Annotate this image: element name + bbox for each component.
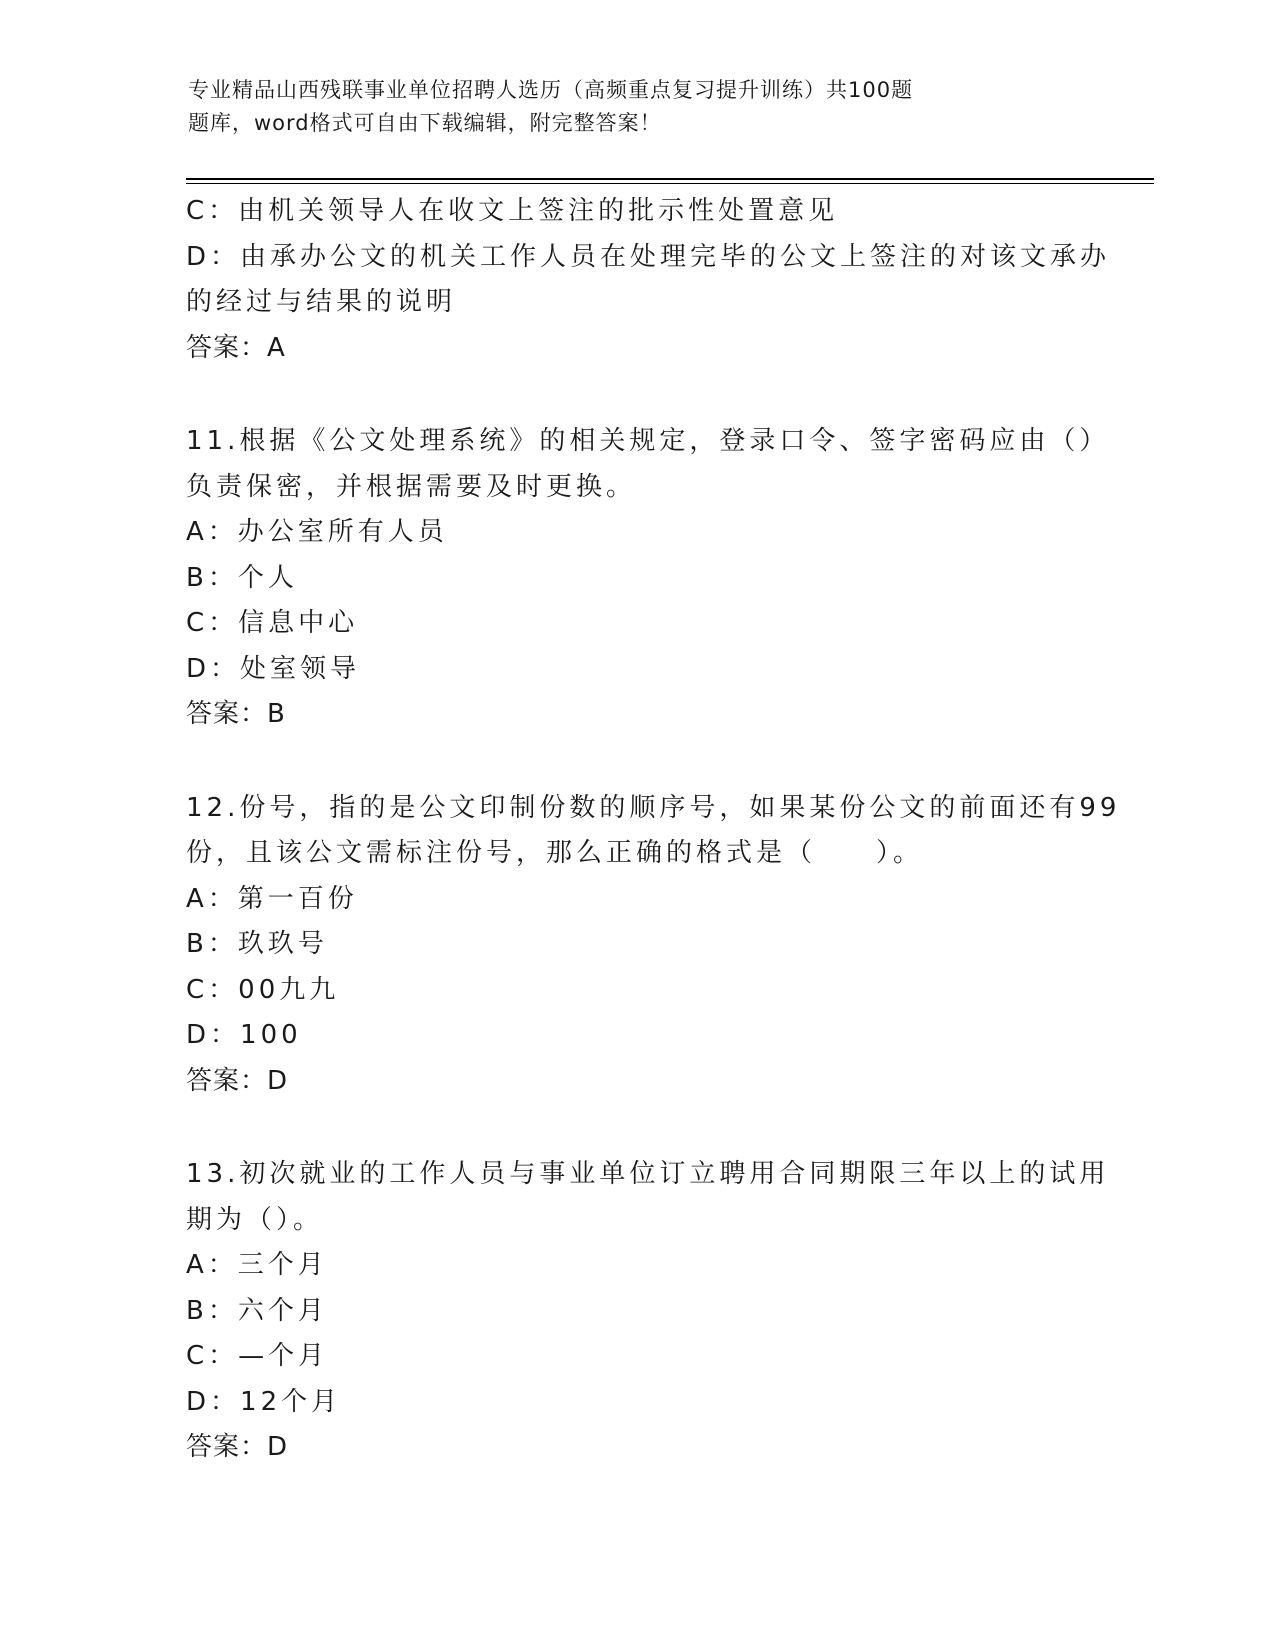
option-d-continued: 的经过与结果的说明 — [186, 287, 457, 317]
header-divider-thin — [186, 183, 1154, 184]
previous-question-tail — [186, 189, 1111, 371]
option-c: C：—个月 — [186, 1341, 329, 1371]
option-b: B：个人 — [186, 562, 298, 593]
question-stem: 12.份号，指的是公文印制份数的顺序号，如果某份公文的前面还有99 — [186, 792, 1121, 823]
question-stem-continued: 份，且该公文需标注份号，那么正确的格式是（ ）。 — [186, 838, 924, 868]
question-12 — [186, 786, 1121, 1105]
option-a: A：第一百份 — [186, 883, 358, 914]
answer-line: 答案：D — [186, 1432, 289, 1462]
option-a: A：办公室所有人员 — [186, 517, 448, 547]
option-a: A：三个月 — [186, 1250, 328, 1280]
option-d: D：由承办公文的机关工作人员在处理完毕的公文上签注的对该文承办 — [186, 241, 1111, 272]
answer-line: 答案：B — [186, 699, 286, 729]
option-d: D：处室领导 — [186, 653, 361, 684]
option-d: D：12个月 — [186, 1386, 342, 1417]
option-c: C：00九九 — [186, 974, 340, 1005]
option-b: B：六个月 — [186, 1295, 328, 1326]
question-content — [186, 189, 1121, 1471]
question-stem: 11.根据《公文处理系统》的相关规定，登录口令、签字密码应由（） — [186, 426, 1110, 456]
option-c: C：信息中心 — [186, 608, 359, 638]
question-stem-continued: 负责保密，并根据需要及时更换。 — [186, 471, 637, 502]
answer-line: 答案：D — [186, 1065, 289, 1096]
answer-line: 答案：A — [186, 332, 286, 363]
header-title-line-2: 题库，word格式可自由下载编辑，附完整答案！ — [188, 111, 662, 135]
option-c: C：由机关领导人在收文上签注的批示性处置意见 — [186, 196, 839, 226]
option-b: B：玖玖号 — [186, 929, 328, 959]
question-stem-continued: 期为（）。 — [186, 1204, 324, 1235]
question-stem: 13.初次就业的工作人员与事业单位订立聘用合同期限三年以上的试用 — [186, 1159, 1110, 1189]
question-11 — [186, 419, 1110, 738]
header-divider-thick — [186, 178, 1154, 180]
question-13 — [186, 1152, 1110, 1471]
header-title-line-1: 专业精品山西残联事业单位招聘人选历（高频重点复习提升训练）共100题 — [188, 78, 914, 102]
document-header — [188, 74, 1028, 140]
option-d: D：100 — [186, 1020, 302, 1050]
